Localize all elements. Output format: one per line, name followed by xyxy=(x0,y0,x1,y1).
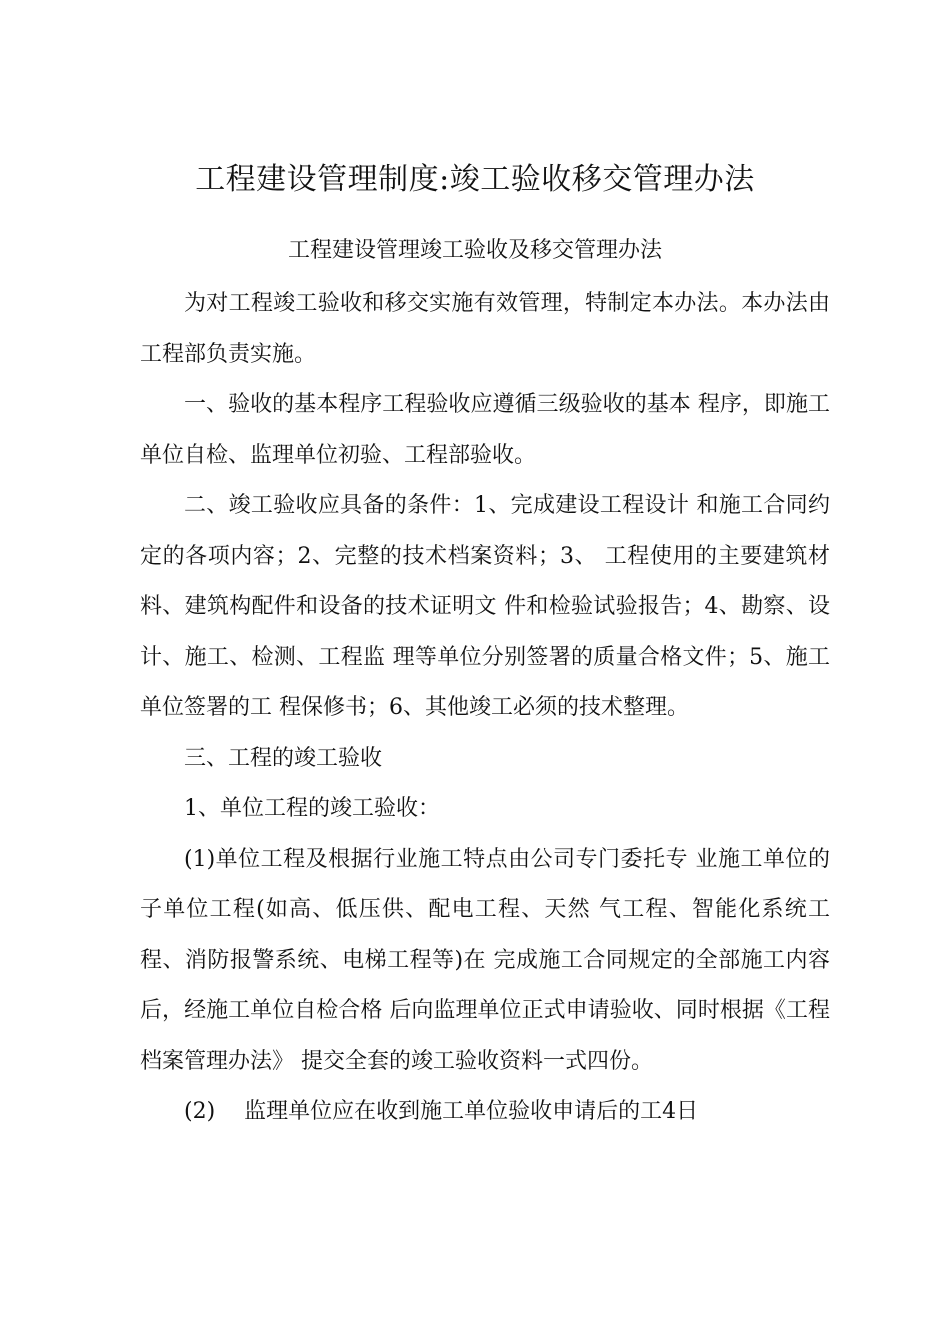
document-body xyxy=(140,279,830,1138)
paragraph-item-2: (2) 监理单位应在收到施工单位验收申请后的工4日 xyxy=(184,1099,699,1124)
paragraph-item-1: (1)单位工程及根据行业施工特点由公司专门委托专 业施工单位的子单位工程(如高、低压供、配电工程、天然 气工程、智能化系统工程、消防报警系统、电梯工程等)在 完成施工合同规定的全部施工内容后，经施工单位自检合格 后向监理单位正式申请验收、同时根据《工程档案管理办法》 提交全套的竣工验收资料一式四份。 xyxy=(140,846,830,1074)
paragraph-subsection-1-heading: 1、单位工程的竣工验收： xyxy=(184,796,440,821)
paragraph-section-1: 一、验收的基本程序工程验收应遵循三级验收的基本 程序，即施工单位自检、监理单位初验、工程部验收。 xyxy=(140,392,830,468)
paragraph-intro: 为对工程竣工验收和移交实施有效管理，特制定本办法。本办法由工程部负责实施。 xyxy=(140,291,830,367)
paragraph-section-3-heading: 三、工程的竣工验收 xyxy=(184,745,383,771)
document-subtitle: 工程建设管理竣工验收及移交管理办法 xyxy=(287,238,662,263)
paragraph-section-2: 二、竣工验收应具备的条件：1、完成建设工程设计 和施工合同约定的各项内容；2、完整的技术档案资料；3、 工程使用的主要建筑材料、建筑构配件和设备的技术证明文 件和检验试验报告；4、勘察、设计、施工、检测、工程监 理等单位分别签署的质量合格文件；5、施工单位签署的工 程保修书；6、其他竣工必须的技术整理。 xyxy=(140,493,830,720)
document-title: 工程建设管理制度:竣工验收移交管理办法 xyxy=(195,162,755,197)
